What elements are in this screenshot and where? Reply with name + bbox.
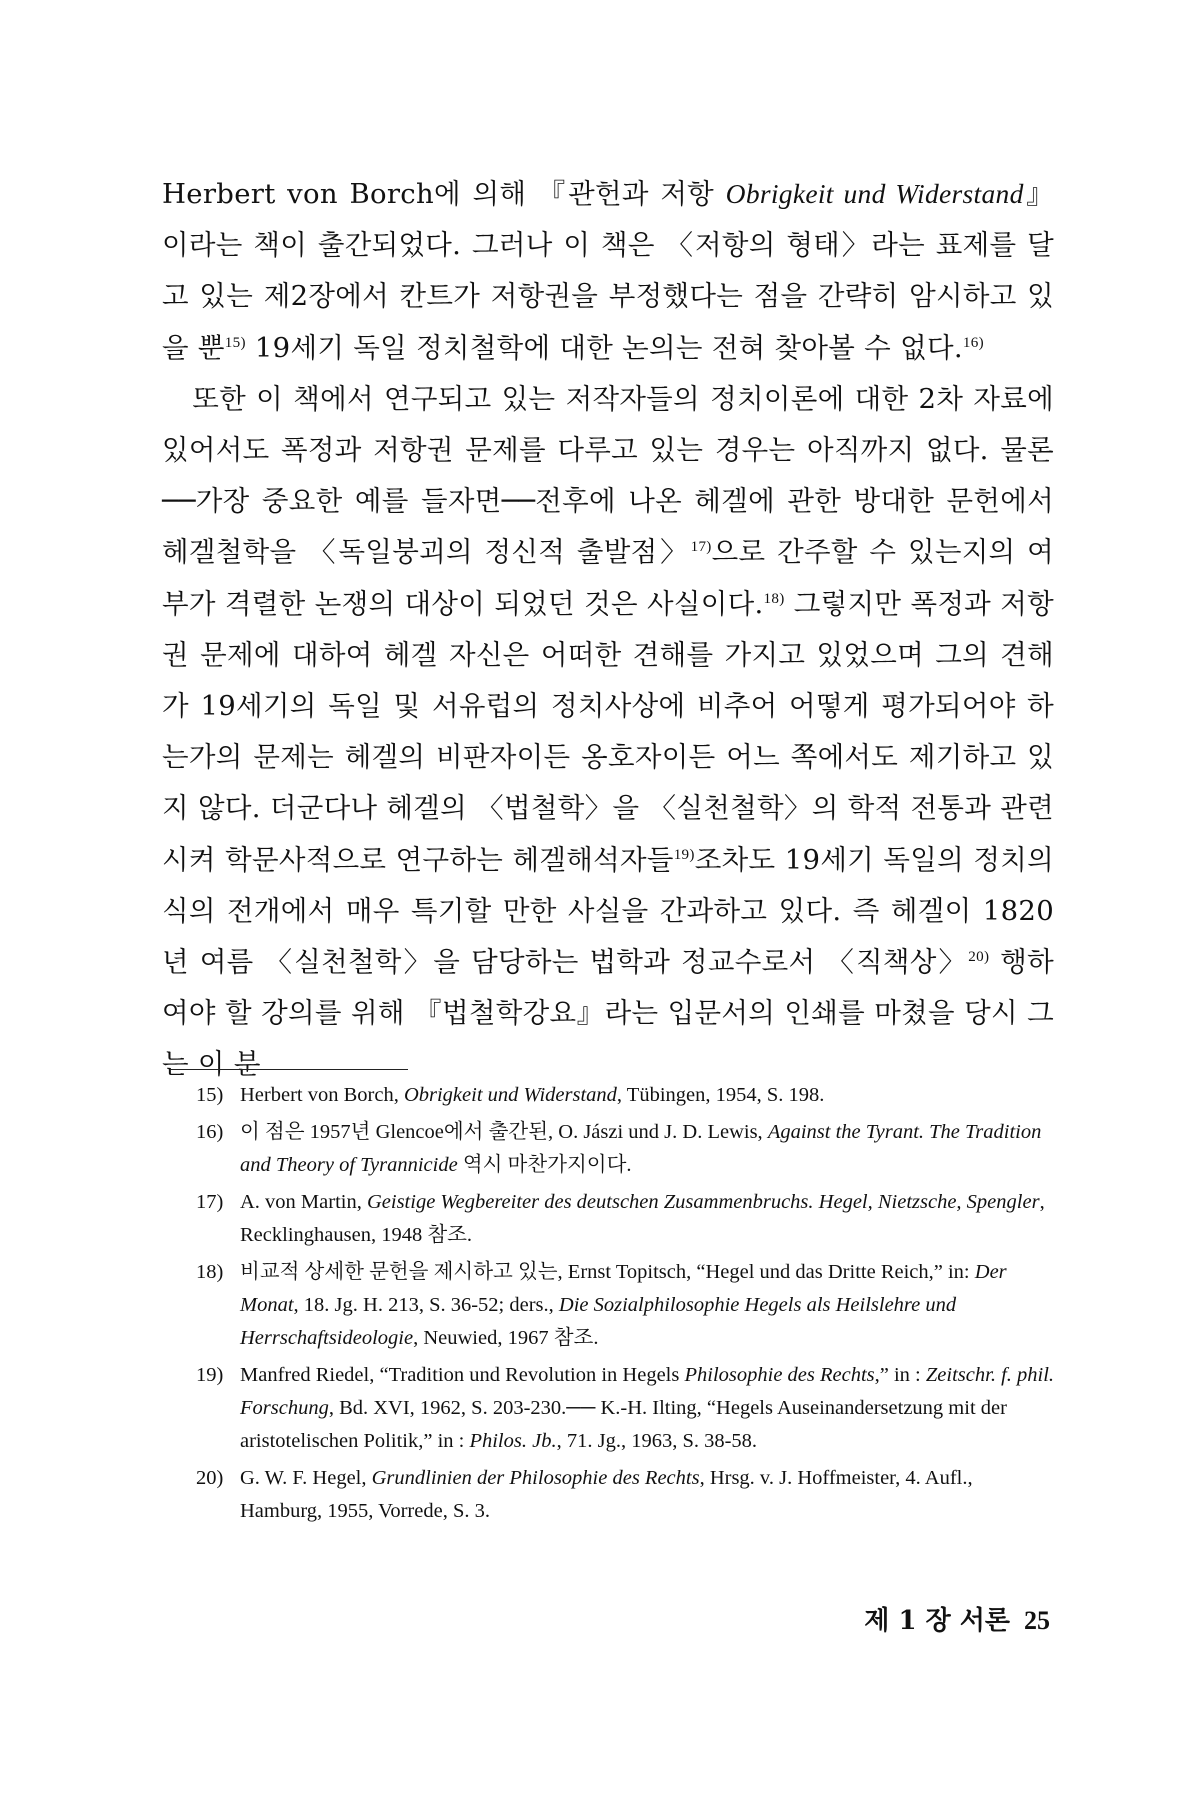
footnote-ref-17[interactable]: 17) [690, 539, 712, 556]
footnote-item [196, 1116, 1056, 1182]
footnotes [196, 1079, 1056, 1532]
paragraph-2-text-d: 조차도 19세기 독일의 정치의식의 전개에서 매우 특기할 만한 사실을 간과하고 있다. 즉 헤겔이 1820년 여름 〈실천철학〉을 담당하는 법학과 정교수로서 〈직책상〉 [162, 843, 1054, 979]
paragraph-1-text-b: 』이라는 책이 출간되었다. 그러나 이 책은 〈저항의 형태〉라는 표제를 달고 있는 제2장에서 칸트가 저항권을 부정했다는 점을 간략히 암시하고 있을 뿐 [162, 178, 1054, 364]
footnote-italic-title: Geistige Wegbereiter des deutschen Zusammenbruchs. Hegel, Nietzsche, Spengler [366, 1191, 1040, 1213]
footnote-text [240, 1116, 1056, 1182]
paragraph-1-text-a: Herbert von Borch에 의해 『관헌과 저항 [162, 178, 726, 210]
footnote-text-part: 비교적 상세한 문헌을 제시하고 있는, Ernst Topitsch, “Hegel und das Dritte Reich,” in: [240, 1261, 975, 1283]
footnote-item [196, 1256, 1056, 1355]
paragraph-2-text-b: 으로 간주할 수 있는지의 여부가 격렬한 논쟁의 대상이 되었던 것은 사실이다. [162, 536, 1055, 620]
footnote-italic-title: Grundlinien der Philosophie des Rechts [371, 1467, 700, 1489]
footnote-number: 16) [196, 1121, 224, 1143]
footnote-ref-20[interactable]: 20) [968, 948, 990, 965]
footnote-item [196, 1079, 1056, 1112]
footnote-text [240, 1462, 1056, 1528]
footnote-text-part: Manfred Riedel, “Tradition und Revolution in Hegels [240, 1364, 685, 1386]
footnote-text-part: , Hrsg. v. J. Hoffmeister, 4. Aufl., Hamburg, 1955, Vorrede, S. 3. [240, 1467, 973, 1522]
footnote-ref-16[interactable]: 16) [962, 334, 984, 351]
footnote-item [196, 1186, 1056, 1252]
footnote-text-part: , Recklinghausen, 1948 참조. [240, 1191, 1045, 1246]
paragraph-2 [162, 374, 1054, 1091]
footnote-italic-title: Obrigkeit und Widerstand [403, 1084, 617, 1106]
footnote-text-part: Herbert von Borch, [240, 1084, 404, 1106]
footnote-italic-title: Against the Tyrant. The Tradition and Theory of Tyrannicide [240, 1121, 1042, 1176]
footnote-number: 17) [196, 1191, 224, 1213]
footnote-text-part: A. von Martin, [240, 1191, 367, 1213]
footnote-number: 19) [196, 1364, 224, 1386]
footnote-text-part: 역시 마찬가지이다. [457, 1154, 632, 1176]
paragraph-1 [162, 168, 1054, 374]
paragraph-1-text-c: 19세기 독일 정치철학에 대한 논의는 전혀 찾아볼 수 없다. [245, 331, 963, 364]
footnote-text-part: , Tübingen, 1954, S. 198. [616, 1084, 825, 1106]
book-title-obrigkeit: Obrigkeit und Widerstand [725, 178, 1024, 209]
footnote-item [196, 1462, 1056, 1528]
footnote-divider [170, 1069, 408, 1070]
footnote-text-part: 이 점은 1957년 Glencoe에서 출간된, O. Jászi und J. D. Lewis, [240, 1121, 768, 1143]
footnote-text-part: , 18. Jg. H. 213, S. 36-52; ders., [293, 1294, 559, 1316]
footnote-number: 18) [196, 1261, 224, 1283]
running-footer [864, 1600, 1050, 1637]
page-number: 25 [1024, 1606, 1050, 1635]
paragraph-2-text-e: 행하여야 할 강의를 위해 『법철학강요』라는 입문서의 인쇄를 마쳤을 당시 그는 이 분 [162, 946, 1054, 1081]
footnote-text-part: G. W. F. Hegel, [240, 1467, 372, 1489]
footnote-ref-19[interactable]: 19) [673, 846, 695, 863]
footnote-text [240, 1256, 1056, 1355]
chapter-title: 제 1 장 서론 [864, 1606, 1010, 1636]
paragraph-2-text-a: 또한 이 책에서 연구되고 있는 저작자들의 정치이론에 대한 2차 자료에 있어서도 폭정과 저항권 문제를 다루고 있는 경우는 아직까지 없다. 물론 ──가장 중요한 예를 들자면──전후에 나온 헤겔에 관한 방대한 문헌에서 헤겔철학을 〈독일붕괴의 정신적 출발점〉 [162, 382, 1054, 569]
footnote-italic-title: Der Monat [240, 1261, 1007, 1316]
footnote-text-part: , 71. Jg., 1963, S. 38-58. [556, 1430, 758, 1452]
footnote-text-part: , Neuwied, 1967 참조. [413, 1327, 599, 1349]
footnote-ref-15[interactable]: 15) [224, 334, 246, 351]
footnote-text [240, 1186, 1056, 1252]
footnote-text-part: , Bd. XVI, 1962, S. 203-230.── K.-H. Ilting, “Hegels Auseinandersetzung mit der aristotelischen Politik,” in : [240, 1397, 1007, 1452]
footnote-number: 20) [196, 1467, 224, 1489]
footnote-italic-title: Die Sozialphilosophie Hegels als Heilslehre und Herrschaftsideologie [240, 1294, 957, 1349]
footnote-italic-title: Philosophie des Rechts [684, 1364, 875, 1386]
main-text [162, 168, 1054, 1091]
footnote-italic-title: Zeitschr. f. phil. Forschung [240, 1364, 1055, 1419]
footnote-italic-title: Philos. Jb. [469, 1430, 557, 1452]
footnote-text [240, 1359, 1056, 1458]
footnote-ref-18[interactable]: 18) [763, 590, 785, 607]
footnote-text [240, 1079, 1056, 1112]
footnote-text-part: ,” in : [874, 1364, 926, 1386]
footnote-number: 15) [196, 1084, 224, 1106]
paragraph-2-text-c: 그렇지만 폭정과 저항권 문제에 대하여 헤겔 자신은 어떠한 견해를 가지고 있었으며 그의 견해가 19세기의 독일 및 서유럽의 정치사상에 비추어 어떻게 평가되어야 하는가의 문제는 헤겔의 비판자이든 옹호자이든 어느 쪽에서도 제기하고 있지 않다. 더군다나 헤겔의 〈법철학〉을 〈실천철학〉의 학적 전통과 관련시켜 학문사적으로 연구하는 헤겔해석자들 [162, 587, 1054, 876]
footnote-item [196, 1359, 1056, 1458]
